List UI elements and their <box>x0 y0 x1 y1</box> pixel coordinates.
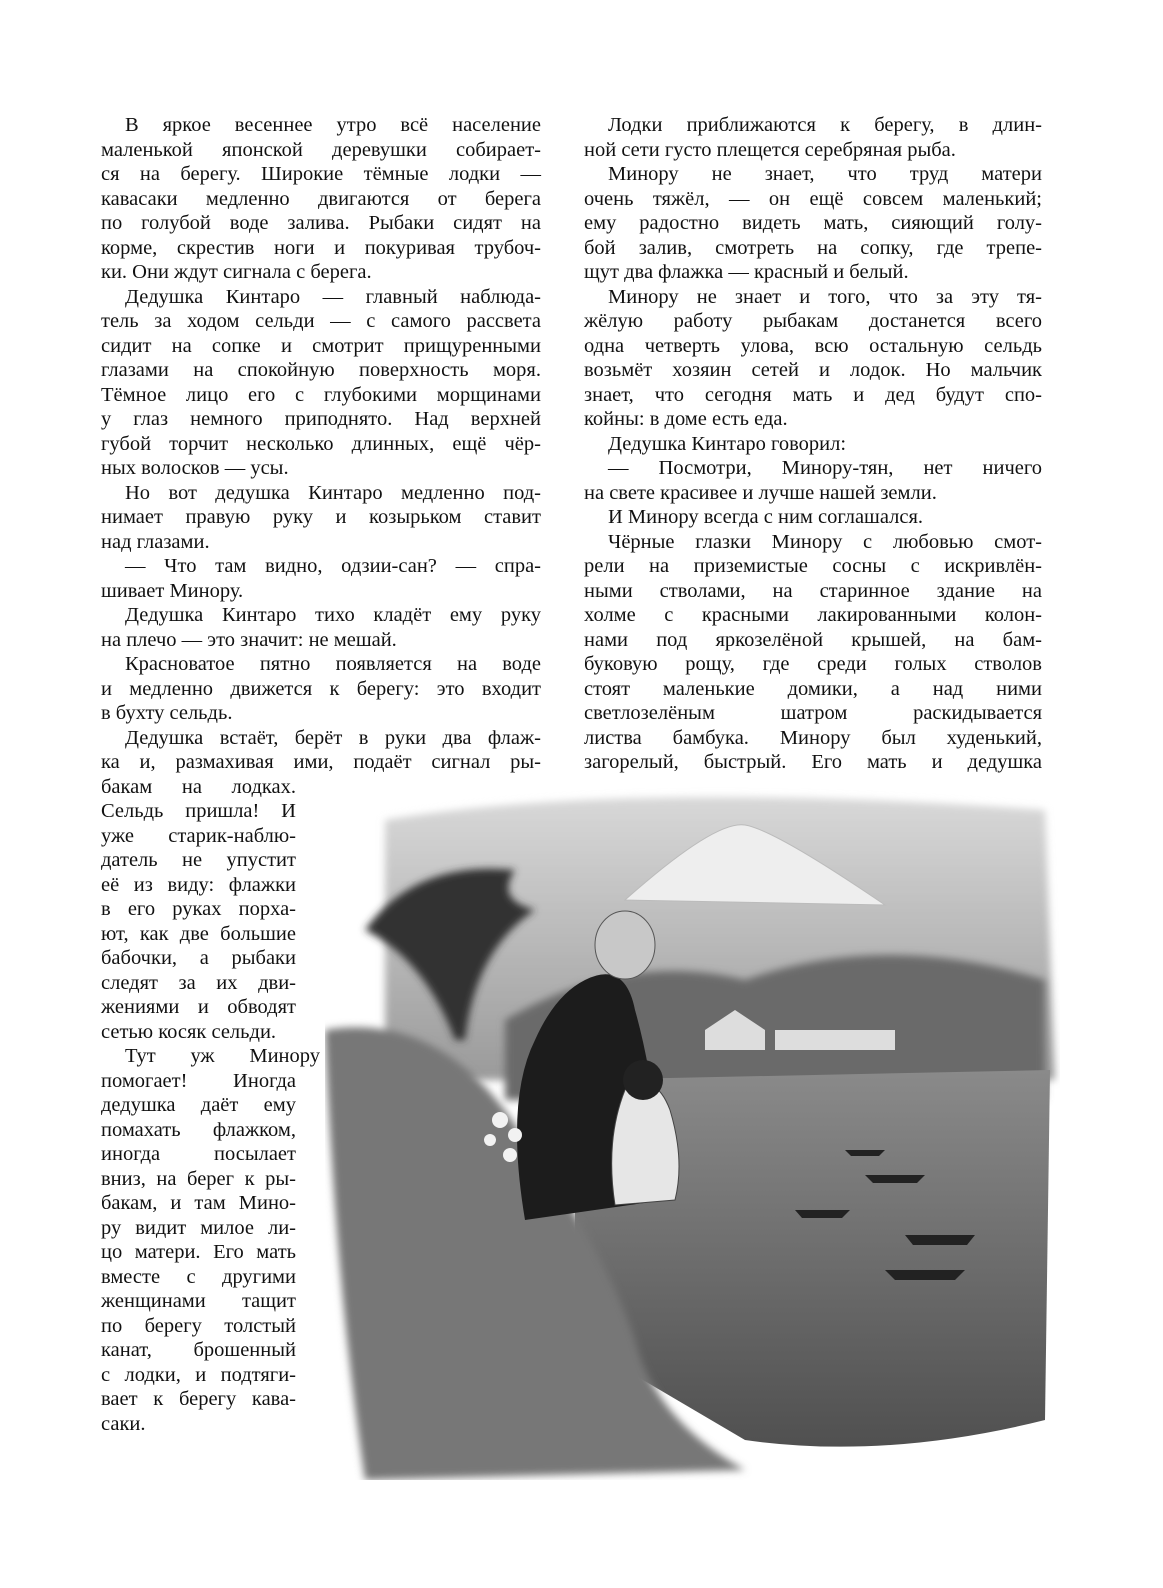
text-line: датель не упустит <box>101 849 296 871</box>
text-line: бабочки, а рыбаки <box>101 947 296 969</box>
text-line: ся на берегу. Широкие тёмные лодки — <box>101 163 541 185</box>
text-line: Тут уж Минору <box>125 1045 320 1067</box>
text-line: возьмёт хозяин сетей и лодок. Но мальчик <box>584 359 1042 381</box>
text-line: одна четверть улова, всю остальную сельдь <box>584 334 1042 357</box>
illustration-grandfather-and-boy-on-hill <box>325 780 1060 1480</box>
text-line: ка и, размахивая ими, подаёт сигнал ры- <box>101 751 541 773</box>
text-line: бой залив, смотреть на сопку, где трепе- <box>584 236 1042 259</box>
text-line: — Что там видно, одзии-сан? — спра- <box>125 555 541 577</box>
text-line: знает, что сегодня мать и дед будут спо- <box>584 383 1042 406</box>
text-line: Дедушка Кинтаро говорил: <box>608 432 847 455</box>
text-line: канат, брошенный <box>101 1339 296 1361</box>
text-line: Дедушка встаёт, берёт в руки два флаж- <box>125 726 541 749</box>
text-line: бакам, и там Мино- <box>101 1192 296 1214</box>
text-line: вниз, на берег к ры- <box>101 1167 296 1190</box>
text-line: женщинами тащит <box>101 1290 296 1312</box>
text-line: в бухту сельдь. <box>101 702 233 724</box>
text-line: В яркое весеннее утро всё население <box>125 114 541 136</box>
text-line: Минору не знает и того, что за эту тя- <box>608 285 1042 308</box>
text-line: ют, как две большие <box>101 922 296 945</box>
text-line: — Посмотри, Минору-тян, нет ничего <box>608 457 1042 479</box>
text-line: на плечо — это значит: не мешай. <box>101 628 397 651</box>
text-line: помогает! Иногда <box>101 1069 296 1092</box>
text-line: саки. <box>101 1412 146 1435</box>
boy-head <box>623 1060 663 1100</box>
text-line: уже старик-наблю- <box>101 824 296 847</box>
text-line: Красноватое пятно появляется на воде <box>125 653 541 675</box>
text-line: Дедушка Кинтаро — главный наблюда- <box>125 285 541 308</box>
text-line: ными стволами, на старинное здание на <box>584 579 1042 602</box>
text-line: Но вот дедушка Кинтаро медленно под- <box>125 481 541 504</box>
text-line: у глаз немного приподнято. Над верхней <box>101 408 541 430</box>
text-line: её из виду: флажки <box>101 873 296 896</box>
text-line: на свете красивее и лучше нашей земли. <box>584 481 937 504</box>
text-line: дедушка даёт ему <box>101 1094 296 1116</box>
text-line: цо матери. Его мать <box>101 1241 296 1263</box>
text-line: тель за ходом сельди — с самого рассвета <box>101 310 541 332</box>
text-line: ных волосков — усы. <box>101 457 289 479</box>
text-line: вает к берегу кава- <box>101 1388 296 1410</box>
text-line: ру видит милое ли- <box>101 1216 296 1239</box>
text-line: следят за их дви- <box>101 971 296 994</box>
text-line: сидит на сопке и смотрит прищуренными <box>101 334 541 357</box>
text-line: очень тяжёл, — он ещё совсем маленький; <box>584 187 1042 210</box>
text-line: Сельдь пришла! И <box>101 800 296 822</box>
text-line: бакам на лодках. <box>101 775 296 798</box>
text-line: сетью косяк сельди. <box>101 1020 277 1043</box>
text-line: шивает Минору. <box>101 579 244 602</box>
text-line: помахать флажком, <box>101 1118 296 1141</box>
text-line: по берегу толстый <box>101 1314 296 1337</box>
text-line: И Минору всегда с ним соглашался. <box>608 506 924 528</box>
text-line: иногда посылает <box>101 1143 296 1165</box>
text-line: щут два флажка — красный и белый. <box>584 261 909 283</box>
text-line: ему радостно видеть мать, сияющий голу- <box>584 212 1042 234</box>
text-line: Чёрные глазки Минору с любовью смот- <box>608 530 1042 553</box>
text-line: рели на приземистые сосны с искривлён- <box>584 555 1042 577</box>
text-line: ки. Они ждут сигнала с берега. <box>101 261 372 283</box>
text-line: Тёмное лицо его с глубокими морщинами <box>101 383 541 406</box>
text-line: жёлую работу рыбакам достанется всего <box>584 310 1042 332</box>
text-line: листва бамбука. Минору был худенький, <box>584 726 1042 749</box>
text-line: маленькой японской деревушки собирает- <box>101 138 541 161</box>
text-line: кавасаки медленно двигаются от берега <box>101 187 541 210</box>
right-text-column <box>584 113 1042 775</box>
text-line: стоят маленькие домики, а над ними <box>584 677 1042 700</box>
text-line: светлозелёным шатром раскидывается <box>584 702 1042 724</box>
text-line: и медленно движется к берегу: это входит <box>101 677 541 700</box>
text-line: холме с красными лакированными колон- <box>584 604 1042 626</box>
text-line: ной сети густо плещется серебряная рыба. <box>584 138 956 161</box>
text-line: койны: в доме есть еда. <box>584 408 788 430</box>
text-line: вместе с другими <box>101 1265 296 1288</box>
text-line: буковую рощу, где среди голых стволов <box>584 653 1042 675</box>
text-line: над глазами. <box>101 530 210 553</box>
text-line: загорелый, быстрый. Его мать и дедушка <box>584 751 1042 773</box>
text-line: Лодки приближаются к берегу, в длин- <box>608 114 1042 136</box>
text-line: корме, скрестив ноги и покуривая трубоч- <box>101 236 541 259</box>
text-line: по голубой воде залива. Рыбаки сидят на <box>101 212 541 234</box>
text-line: Минору не знает, что труд матери <box>608 163 1042 185</box>
grandfather-head <box>595 911 655 979</box>
text-line: в его руках порха- <box>101 898 296 920</box>
text-line: Дедушка Кинтаро тихо кладёт ему руку <box>125 604 541 626</box>
text-line: с лодки, и подтяги- <box>101 1363 296 1386</box>
text-line: губой торчит несколько длинных, ещё чёр- <box>101 432 541 455</box>
text-line: глазами на спокойную поверхность моря. <box>101 359 541 381</box>
text-line: нимает правую руку и козырьком ставит <box>101 506 541 528</box>
text-line: нами под яркозелёной крышей, на бам- <box>584 628 1042 651</box>
text-line: жениями и обводят <box>101 996 296 1018</box>
